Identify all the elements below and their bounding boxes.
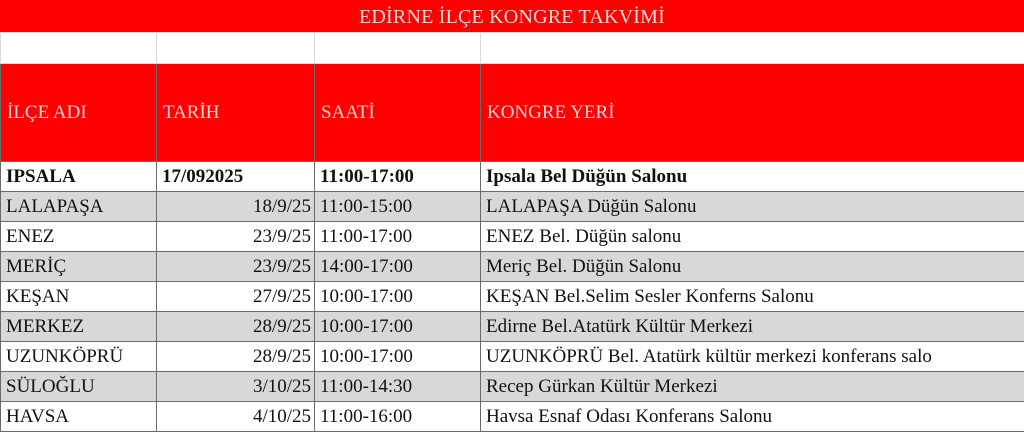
- district-cell[interactable]: IPSALA: [1, 162, 157, 192]
- date-cell[interactable]: 23/9/25: [157, 222, 315, 252]
- header-date[interactable]: TARİH: [157, 64, 315, 162]
- time-cell[interactable]: 11:00-16:00: [315, 402, 481, 432]
- venue-cell[interactable]: ENEZ Bel. Düğün salonu: [481, 222, 1024, 252]
- table-row: [1, 252, 1024, 282]
- table-row: [1, 192, 1024, 222]
- table-row: [1, 282, 1024, 312]
- time-cell[interactable]: 10:00-17:00: [315, 282, 481, 312]
- date-cell[interactable]: 27/9/25: [157, 282, 315, 312]
- time-cell[interactable]: 10:00-17:00: [315, 312, 481, 342]
- date-cell[interactable]: 23/9/25: [157, 252, 315, 282]
- venue-cell[interactable]: Ipsala Bel Düğün Salonu: [481, 162, 1024, 192]
- district-cell[interactable]: HAVSA: [1, 402, 157, 432]
- district-cell[interactable]: SÜLOĞLU: [1, 372, 157, 402]
- header-venue[interactable]: KONGRE YERİ: [481, 64, 1024, 162]
- district-cell[interactable]: ENEZ: [1, 222, 157, 252]
- sheet-title: EDİRNE İLÇE KONGRE TAKVİMİ: [0, 0, 1024, 32]
- empty-cell[interactable]: [481, 33, 1024, 64]
- time-cell[interactable]: 11:00-17:00: [315, 222, 481, 252]
- date-cell[interactable]: 3/10/25: [157, 372, 315, 402]
- district-cell[interactable]: MERKEZ: [1, 312, 157, 342]
- date-cell[interactable]: 28/9/25: [157, 342, 315, 372]
- venue-cell[interactable]: UZUNKÖPRÜ Bel. Atatürk kültür merkezi konferans salo: [481, 342, 1024, 372]
- table-row: [1, 342, 1024, 372]
- district-cell[interactable]: MERİÇ: [1, 252, 157, 282]
- empty-row: [1, 33, 1024, 64]
- time-cell[interactable]: 11:00-14:30: [315, 372, 481, 402]
- venue-cell[interactable]: Recep Gürkan Kültür Merkezi: [481, 372, 1024, 402]
- congress-schedule-table: [0, 32, 1024, 432]
- time-cell[interactable]: 11:00-17:00: [315, 162, 481, 192]
- time-cell[interactable]: 10:00-17:00: [315, 342, 481, 372]
- date-cell[interactable]: 18/9/25: [157, 192, 315, 222]
- empty-cell[interactable]: [1, 33, 157, 64]
- date-cell[interactable]: 28/9/25: [157, 312, 315, 342]
- table-row: [1, 312, 1024, 342]
- table-row: [1, 402, 1024, 432]
- header-district[interactable]: İLÇE ADI: [1, 64, 157, 162]
- table-row: [1, 372, 1024, 402]
- empty-cell[interactable]: [157, 33, 315, 64]
- date-cell[interactable]: 4/10/25: [157, 402, 315, 432]
- table-row: [1, 222, 1024, 252]
- venue-cell[interactable]: LALAPAŞA Düğün Salonu: [481, 192, 1024, 222]
- district-cell[interactable]: UZUNKÖPRÜ: [1, 342, 157, 372]
- district-cell[interactable]: LALAPAŞA: [1, 192, 157, 222]
- header-time[interactable]: SAATİ: [315, 64, 481, 162]
- header-row: [1, 64, 1024, 162]
- venue-cell[interactable]: Meriç Bel. Düğün Salonu: [481, 252, 1024, 282]
- date-cell[interactable]: 17/092025: [157, 162, 315, 192]
- table-row: [1, 162, 1024, 192]
- empty-cell[interactable]: [315, 33, 481, 64]
- time-cell[interactable]: 11:00-15:00: [315, 192, 481, 222]
- district-cell[interactable]: KEŞAN: [1, 282, 157, 312]
- venue-cell[interactable]: Edirne Bel.Atatürk Kültür Merkezi: [481, 312, 1024, 342]
- time-cell[interactable]: 14:00-17:00: [315, 252, 481, 282]
- venue-cell[interactable]: KEŞAN Bel.Selim Sesler Konferns Salonu: [481, 282, 1024, 312]
- venue-cell[interactable]: Havsa Esnaf Odası Konferans Salonu: [481, 402, 1024, 432]
